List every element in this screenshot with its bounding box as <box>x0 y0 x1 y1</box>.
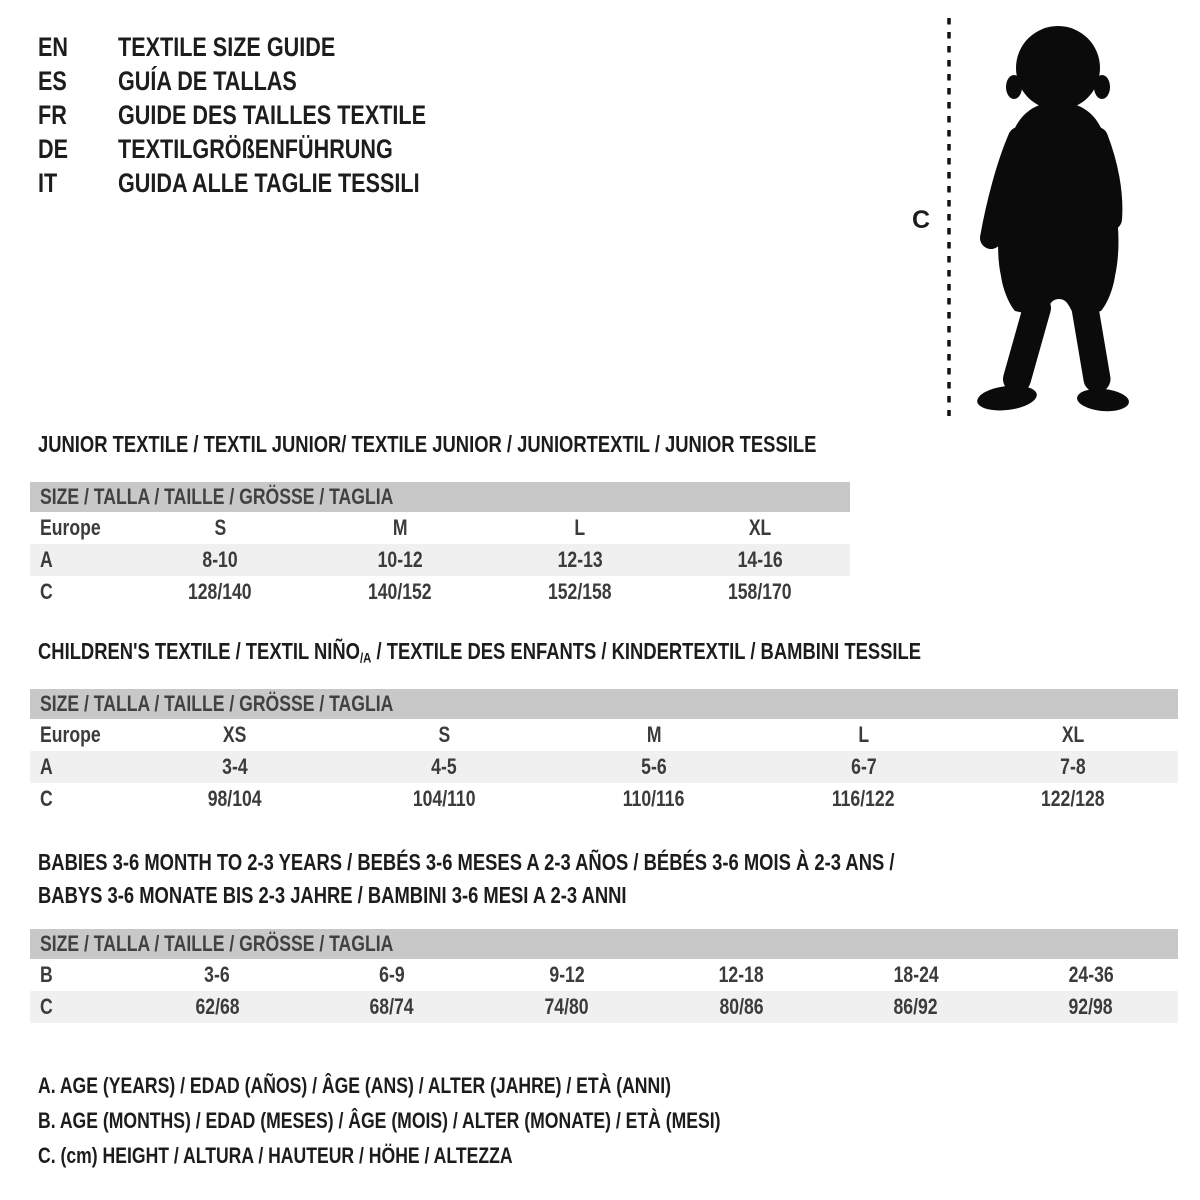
lang-code-en: EN <box>38 31 69 62</box>
language-guide-list <box>38 30 503 200</box>
value-cell: 7-8 <box>1060 754 1086 779</box>
lang-title-es: GUÍA DE TALLAS <box>118 65 297 96</box>
size-cell: M <box>646 722 662 747</box>
size-cell: XL <box>1061 722 1085 747</box>
junior-europe-row <box>30 512 850 544</box>
row-label-cell: C <box>40 579 53 604</box>
value-cell: 128/140 <box>188 579 252 604</box>
lang-title-en: TEXTILE SIZE GUIDE <box>118 31 336 62</box>
nino-a-subscript: /A <box>359 650 372 667</box>
value-cell: 110/116 <box>623 786 685 811</box>
value-cell: 6-9 <box>379 962 405 987</box>
region-label-cell: Europe <box>40 722 101 747</box>
value-cell: 8-10 <box>202 547 238 572</box>
row-label-cell: C <box>40 994 53 1019</box>
junior-section-title: JUNIOR TEXTILE / TEXTIL JUNIOR/ TEXTILE JUNIOR / JUNIORTEXTIL / JUNIOR TESSILE <box>38 431 817 457</box>
lang-code-es: ES <box>38 65 67 96</box>
babies-title-line2: BABYS 3-6 MONATE BIS 2-3 JAHRE / BAMBINI 3-6 MESI A 2-3 ANNI <box>38 882 627 908</box>
legend-footnotes <box>38 1068 891 1173</box>
lang-title-it: GUIDA ALLE TAGLIE TESSILI <box>118 167 420 198</box>
height-measure-dashed-line <box>946 18 952 416</box>
lang-row-es <box>38 64 503 98</box>
value-cell: 18-24 <box>893 962 939 987</box>
babies-size-header-bar: SIZE / TALLA / TAILLE / GRÖSSE / TAGLIA <box>30 929 1178 959</box>
size-cell: L <box>858 722 869 747</box>
size-cell: S <box>214 515 226 540</box>
value-cell: 104/110 <box>413 786 476 811</box>
babies-title-line1: BABIES 3-6 MONTH TO 2-3 YEARS / BEBÉS 3-6 MESES A 2-3 AÑOS / BÉBÉS 3-6 MOIS À 2-3 ANS / <box>38 849 895 875</box>
children-age-row <box>30 751 1178 783</box>
row-label-cell: B <box>40 962 53 987</box>
lang-title-fr: GUIDE DES TAILLES TEXTILE <box>118 99 427 130</box>
region-label-cell: Europe <box>40 515 101 540</box>
value-cell: 74/80 <box>544 994 589 1019</box>
value-cell: 68/74 <box>369 994 415 1019</box>
footnote-age-years: A. AGE (YEARS) / EDAD (AÑOS) / ÂGE (ANS) / ALTER (JAHRE) / ETÀ (ANNI) <box>38 1073 671 1098</box>
value-cell: 80/86 <box>719 994 764 1019</box>
value-cell: 98/104 <box>207 786 262 811</box>
lang-row-en <box>38 30 503 64</box>
lang-row-de <box>38 132 503 166</box>
lang-code-de: DE <box>38 133 69 164</box>
value-cell: 140/152 <box>368 579 432 604</box>
size-cell: XL <box>748 515 772 540</box>
junior-size-table <box>30 482 850 608</box>
value-cell: 92/98 <box>1068 994 1113 1019</box>
value-cell: 122/128 <box>1041 786 1105 811</box>
lang-code-it: IT <box>38 167 58 198</box>
value-cell: 10-12 <box>377 547 423 572</box>
value-cell: 9-12 <box>549 962 585 987</box>
row-label-cell: A <box>40 754 53 779</box>
babies-height-row <box>30 991 1178 1023</box>
children-size-header-bar: SIZE / TALLA / TAILLE / GRÖSSE / TAGLIA <box>30 689 1178 719</box>
value-cell: 158/170 <box>728 579 792 604</box>
value-cell: 86/92 <box>893 994 939 1019</box>
value-cell: 24-36 <box>1068 962 1114 987</box>
size-cell: S <box>438 722 451 747</box>
footnote-height-cm: C. (cm) HEIGHT / ALTURA / HAUTEUR / HÖHE / ALTEZZA <box>38 1143 513 1168</box>
babies-section-title <box>38 846 1109 912</box>
junior-age-row <box>30 544 850 576</box>
value-cell: 12-13 <box>557 547 603 572</box>
children-size-table <box>30 689 1178 815</box>
babies-size-table <box>30 929 1178 1023</box>
lang-title-de: TEXTILGRÖßENFÜHRUNG <box>118 133 393 164</box>
lang-row-fr <box>38 98 503 132</box>
footnote-age-months: B. AGE (MONTHS) / EDAD (MESES) / ÂGE (MOIS) / ALTER (MONATE) / ETÀ (MESI) <box>38 1108 721 1133</box>
children-europe-row <box>30 719 1178 751</box>
size-cell: M <box>392 515 408 540</box>
value-cell: 3-6 <box>204 962 231 987</box>
toddler-silhouette-image <box>963 8 1145 418</box>
value-cell: 5-6 <box>641 754 667 779</box>
height-measure-label: C <box>911 206 931 234</box>
lang-code-fr: FR <box>38 99 67 130</box>
children-height-row <box>30 783 1178 815</box>
size-cell: L <box>574 515 586 540</box>
row-label-cell: A <box>40 547 53 572</box>
value-cell: 6-7 <box>850 754 877 779</box>
size-cell: XS <box>223 722 247 747</box>
value-cell: 152/158 <box>548 579 612 604</box>
value-cell: 116/122 <box>832 786 895 811</box>
lang-row-it <box>38 166 503 200</box>
value-cell: 3-4 <box>222 754 248 779</box>
junior-height-row <box>30 576 850 608</box>
row-label-cell: C <box>40 786 53 811</box>
babies-months-row <box>30 959 1178 991</box>
value-cell: 62/68 <box>195 994 240 1019</box>
junior-size-header-bar: SIZE / TALLA / TAILLE / GRÖSSE / TAGLIA <box>30 482 850 512</box>
value-cell: 12-18 <box>718 962 764 987</box>
value-cell: 4-5 <box>431 754 458 779</box>
children-section-title: CHILDREN'S TEXTILE / TEXTIL NIÑO/A / TEXTILE DES ENFANTS / KINDERTEXTIL / BAMBINI TESSILE <box>38 638 922 667</box>
value-cell: 14-16 <box>737 547 783 572</box>
